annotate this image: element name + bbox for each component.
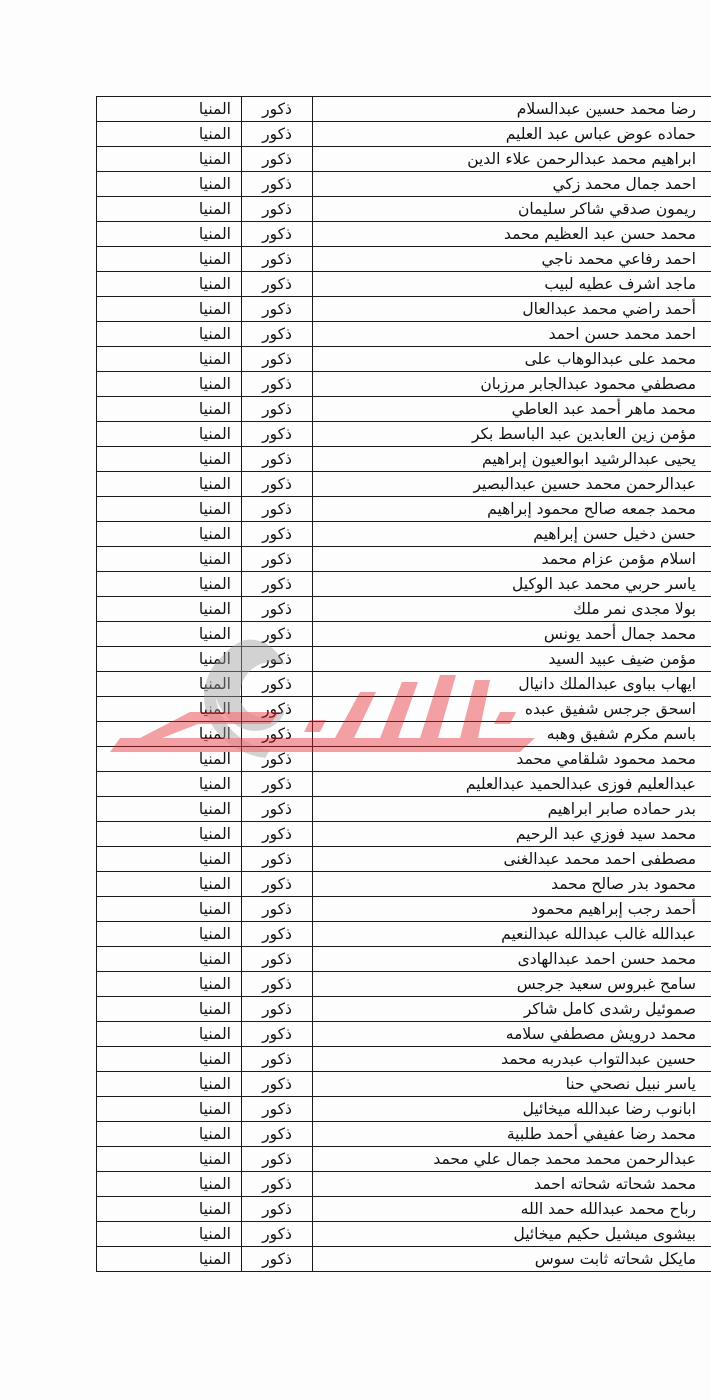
- name-cell: ابراهيم محمد عبدالرحمن علاء الدين: [313, 147, 711, 172]
- gender-cell: ذكور: [242, 322, 313, 347]
- governorate-cell: المنيا: [97, 1197, 242, 1222]
- governorate-cell: المنيا: [97, 1097, 242, 1122]
- name-cell: محمد ماهر أحمد عبد العاطي: [313, 397, 711, 422]
- table-row: [97, 1047, 711, 1072]
- governorate-cell: المنيا: [97, 1122, 242, 1147]
- gender-cell: ذكور: [242, 697, 313, 722]
- name-cell: ايهاب بباوى عبدالملك دانيال: [313, 672, 711, 697]
- table-row: [97, 922, 711, 947]
- name-cell: ياسر حربي محمد عبد الوكيل: [313, 572, 711, 597]
- gender-cell: ذكور: [242, 497, 313, 522]
- name-cell: محمد رضا عفيفي أحمد طلبية: [313, 1122, 711, 1147]
- name-cell: رباح محمد عبدالله حمد الله: [313, 1197, 711, 1222]
- governorate-cell: المنيا: [97, 472, 242, 497]
- table-row: [97, 1122, 711, 1147]
- governorate-cell: المنيا: [97, 922, 242, 947]
- table-row: [97, 372, 711, 397]
- name-cell: اسحق جرجس شفيق عبده: [313, 697, 711, 722]
- table-row: [97, 397, 711, 422]
- gender-cell: ذكور: [242, 372, 313, 397]
- name-cell: ابانوب رضا عبدالله ميخائيل: [313, 1097, 711, 1122]
- gender-cell: ذكور: [242, 97, 313, 122]
- name-cell: محمد شحاته شحاته احمد: [313, 1172, 711, 1197]
- governorate-cell: المنيا: [97, 997, 242, 1022]
- table-row: [97, 247, 711, 272]
- table-row: [97, 197, 711, 222]
- gender-cell: ذكور: [242, 297, 313, 322]
- governorate-cell: المنيا: [97, 322, 242, 347]
- governorate-cell: المنيا: [97, 497, 242, 522]
- governorate-cell: المنيا: [97, 1047, 242, 1072]
- name-cell: محمد على عبدالوهاب على: [313, 347, 711, 372]
- gender-cell: ذكور: [242, 847, 313, 872]
- table-row: [97, 322, 711, 347]
- name-cell: احمد محمد حسن احمد: [313, 322, 711, 347]
- name-cell: بولا مجدى نمر ملك: [313, 597, 711, 622]
- gender-cell: ذكور: [242, 647, 313, 672]
- gender-cell: ذكور: [242, 872, 313, 897]
- table-row: [97, 897, 711, 922]
- table-row: [97, 547, 711, 572]
- name-cell: محمد حسن عبد العظيم محمد: [313, 222, 711, 247]
- table-row: [97, 422, 711, 447]
- table-row: [97, 847, 711, 872]
- table-row: [97, 597, 711, 622]
- gender-cell: ذكور: [242, 347, 313, 372]
- gender-cell: ذكور: [242, 272, 313, 297]
- governorate-cell: المنيا: [97, 697, 242, 722]
- name-cell: عبدالله غالب عبدالله عبدالنعيم: [313, 922, 711, 947]
- gender-cell: ذكور: [242, 1072, 313, 1097]
- governorate-cell: المنيا: [97, 1172, 242, 1197]
- name-cell: محمد محمود شلقامي محمد: [313, 747, 711, 772]
- name-cell: محمد جمال أحمد يونس: [313, 622, 711, 647]
- table-row: [97, 472, 711, 497]
- gender-cell: ذكور: [242, 622, 313, 647]
- table-row: [97, 747, 711, 772]
- name-cell: محمود بدر صالح محمد: [313, 872, 711, 897]
- gender-cell: ذكور: [242, 1222, 313, 1247]
- governorate-cell: المنيا: [97, 1147, 242, 1172]
- governorate-cell: المنيا: [97, 647, 242, 672]
- names-table: [96, 96, 711, 1272]
- table-row: [97, 1022, 711, 1047]
- table-row: [97, 447, 711, 472]
- governorate-cell: المنيا: [97, 722, 242, 747]
- table-row: [97, 272, 711, 297]
- name-cell: ياسر نبيل نصحي حنا: [313, 1072, 711, 1097]
- table-row: [97, 97, 711, 122]
- gender-cell: ذكور: [242, 972, 313, 997]
- gender-cell: ذكور: [242, 422, 313, 447]
- governorate-cell: المنيا: [97, 397, 242, 422]
- governorate-cell: المنيا: [97, 1247, 242, 1272]
- gender-cell: ذكور: [242, 547, 313, 572]
- governorate-cell: المنيا: [97, 772, 242, 797]
- gender-cell: ذكور: [242, 397, 313, 422]
- gender-cell: ذكور: [242, 897, 313, 922]
- gender-cell: ذكور: [242, 472, 313, 497]
- gender-cell: ذكور: [242, 1172, 313, 1197]
- table-row: [97, 1072, 711, 1097]
- governorate-cell: المنيا: [97, 297, 242, 322]
- name-cell: محمد حسن احمد عبدالهادى: [313, 947, 711, 972]
- table-row: [97, 822, 711, 847]
- gender-cell: ذكور: [242, 922, 313, 947]
- name-cell: رضا محمد حسين عبدالسلام: [313, 97, 711, 122]
- gender-cell: ذكور: [242, 947, 313, 972]
- name-cell: صموئيل رشدى كامل شاكر: [313, 997, 711, 1022]
- name-cell: بيشوى ميشيل حكيم ميخائيل: [313, 1222, 711, 1247]
- gender-cell: ذكور: [242, 522, 313, 547]
- table-row: [97, 347, 711, 372]
- table-row: [97, 1247, 711, 1272]
- governorate-cell: المنيا: [97, 1022, 242, 1047]
- table-row: [97, 522, 711, 547]
- gender-cell: ذكور: [242, 1147, 313, 1172]
- governorate-cell: المنيا: [97, 422, 242, 447]
- gender-cell: ذكور: [242, 122, 313, 147]
- name-cell: احمد جمال محمد زكي: [313, 172, 711, 197]
- governorate-cell: المنيا: [97, 872, 242, 897]
- governorate-cell: المنيا: [97, 247, 242, 272]
- name-cell: باسم مكرم شفيق وهبه: [313, 722, 711, 747]
- table-row: [97, 672, 711, 697]
- governorate-cell: المنيا: [97, 372, 242, 397]
- gender-cell: ذكور: [242, 1047, 313, 1072]
- governorate-cell: المنيا: [97, 1222, 242, 1247]
- names-table-body: [97, 97, 711, 1272]
- gender-cell: ذكور: [242, 1097, 313, 1122]
- table-row: [97, 1197, 711, 1222]
- name-cell: محمد سيد فوزي عبد الرحيم: [313, 822, 711, 847]
- table-row: [97, 772, 711, 797]
- name-cell: أحمد رجب إبراهيم محمود: [313, 897, 711, 922]
- governorate-cell: المنيا: [97, 222, 242, 247]
- gender-cell: ذكور: [242, 572, 313, 597]
- governorate-cell: المنيا: [97, 672, 242, 697]
- governorate-cell: المنيا: [97, 847, 242, 872]
- table-row: [97, 572, 711, 597]
- gender-cell: ذكور: [242, 197, 313, 222]
- governorate-cell: المنيا: [97, 622, 242, 647]
- name-cell: محمد جمعه صالح محمود إبراهيم: [313, 497, 711, 522]
- gender-cell: ذكور: [242, 797, 313, 822]
- table-row: [97, 1222, 711, 1247]
- governorate-cell: المنيا: [97, 97, 242, 122]
- name-cell: عبدالرحمن محمد حسين عبدالبصير: [313, 472, 711, 497]
- name-cell: مايكل شحاته ثابت سوس: [313, 1247, 711, 1272]
- name-cell: احمد رفاعي محمد ناجي: [313, 247, 711, 272]
- name-cell: عبدالرحمن محمد محمد جمال علي محمد: [313, 1147, 711, 1172]
- governorate-cell: المنيا: [97, 347, 242, 372]
- governorate-cell: المنيا: [97, 972, 242, 997]
- table-row: [97, 947, 711, 972]
- table-row: [97, 222, 711, 247]
- name-cell: ماجد اشرف عطيه لبيب: [313, 272, 711, 297]
- name-cell: اسلام مؤمن عزام محمد: [313, 547, 711, 572]
- table-row: [97, 722, 711, 747]
- gender-cell: ذكور: [242, 672, 313, 697]
- gender-cell: ذكور: [242, 247, 313, 272]
- governorate-cell: المنيا: [97, 122, 242, 147]
- name-cell: ريمون صدقي شاكر سليمان: [313, 197, 711, 222]
- gender-cell: ذكور: [242, 597, 313, 622]
- gender-cell: ذكور: [242, 1122, 313, 1147]
- table-row: [97, 972, 711, 997]
- gender-cell: ذكور: [242, 822, 313, 847]
- gender-cell: ذكور: [242, 1247, 313, 1272]
- gender-cell: ذكور: [242, 147, 313, 172]
- table-row: [97, 797, 711, 822]
- table-row: [97, 1172, 711, 1197]
- governorate-cell: المنيا: [97, 522, 242, 547]
- gender-cell: ذكور: [242, 1022, 313, 1047]
- table-row: [97, 122, 711, 147]
- gender-cell: ذكور: [242, 997, 313, 1022]
- gender-cell: ذكور: [242, 172, 313, 197]
- table-row: [97, 1097, 711, 1122]
- name-cell: يحيى عبدالرشيد ابوالعيون إبراهيم: [313, 447, 711, 472]
- name-cell: مصطفى احمد محمد عبدالغنى: [313, 847, 711, 872]
- name-cell: مؤمن زين العابدين عبد الباسط بكر: [313, 422, 711, 447]
- name-cell: مصطفي محمود عبدالجابر مرزبان: [313, 372, 711, 397]
- name-cell: حسن دخيل حسن إبراهيم: [313, 522, 711, 547]
- governorate-cell: المنيا: [97, 1072, 242, 1097]
- governorate-cell: المنيا: [97, 272, 242, 297]
- name-cell: عبدالعليم فوزى عبدالحميد عبدالعليم: [313, 772, 711, 797]
- name-cell: سامح غبروس سعيد جرجس: [313, 972, 711, 997]
- gender-cell: ذكور: [242, 222, 313, 247]
- name-cell: محمد درويش مصطفي سلامه: [313, 1022, 711, 1047]
- name-cell: مؤمن ضيف عبيد السيد: [313, 647, 711, 672]
- governorate-cell: المنيا: [97, 447, 242, 472]
- gender-cell: ذكور: [242, 447, 313, 472]
- table-row: [97, 497, 711, 522]
- table-row: [97, 622, 711, 647]
- governorate-cell: المنيا: [97, 147, 242, 172]
- table-row: [97, 697, 711, 722]
- table-row: [97, 647, 711, 672]
- table-row: [97, 297, 711, 322]
- governorate-cell: المنيا: [97, 547, 242, 572]
- gender-cell: ذكور: [242, 1197, 313, 1222]
- governorate-cell: المنيا: [97, 797, 242, 822]
- table-row: [97, 872, 711, 897]
- governorate-cell: المنيا: [97, 197, 242, 222]
- governorate-cell: المنيا: [97, 572, 242, 597]
- governorate-cell: المنيا: [97, 747, 242, 772]
- gender-cell: ذكور: [242, 722, 313, 747]
- table-row: [97, 172, 711, 197]
- governorate-cell: المنيا: [97, 597, 242, 622]
- name-cell: حماده عوض عباس عبد العليم: [313, 122, 711, 147]
- governorate-cell: المنيا: [97, 822, 242, 847]
- name-cell: بدر حماده صابر ابراهيم: [313, 797, 711, 822]
- governorate-cell: المنيا: [97, 947, 242, 972]
- gender-cell: ذكور: [242, 747, 313, 772]
- governorate-cell: المنيا: [97, 897, 242, 922]
- name-cell: أحمد راضي محمد عبدالعال: [313, 297, 711, 322]
- table-row: [97, 147, 711, 172]
- gender-cell: ذكور: [242, 772, 313, 797]
- name-cell: حسين عبدالتواب عبدربه محمد: [313, 1047, 711, 1072]
- table-row: [97, 997, 711, 1022]
- table-row: [97, 1147, 711, 1172]
- governorate-cell: المنيا: [97, 172, 242, 197]
